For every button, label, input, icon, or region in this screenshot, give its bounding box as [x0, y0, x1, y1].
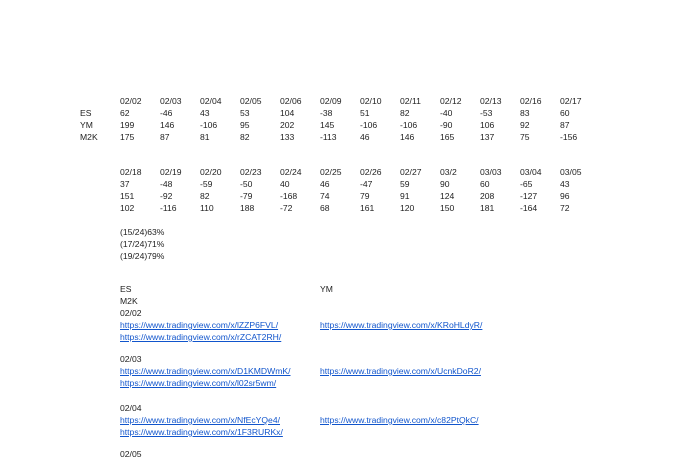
table-cell: 181: [480, 203, 495, 213]
link-date: 02/02: [120, 308, 142, 318]
table-cell: 151: [120, 191, 135, 201]
date-header: 02/17: [560, 96, 582, 106]
table-cell: -90: [440, 120, 453, 130]
date-header: 02/09: [320, 96, 342, 106]
table-cell: 110: [200, 203, 214, 213]
table-cell: 43: [200, 108, 210, 118]
table-cell: -50: [240, 179, 253, 189]
table-cell: 59: [400, 179, 410, 189]
table-cell: -65: [520, 179, 533, 189]
table-cell: 175: [120, 132, 135, 142]
table-cell: 75: [520, 132, 530, 142]
section-label-es: ES: [120, 284, 132, 294]
table-cell: 199: [120, 120, 135, 130]
date-header: 02/03: [160, 96, 182, 106]
date-header: 02/16: [520, 96, 542, 106]
date-header: 02/25: [320, 167, 342, 177]
table-cell: 165: [440, 132, 455, 142]
date-header: 02/19: [160, 167, 182, 177]
table-cell: 92: [520, 120, 530, 130]
table-cell: 68: [320, 203, 330, 213]
row-label: ES: [80, 108, 92, 118]
table-cell: -106: [200, 120, 218, 130]
table-cell: 133: [280, 132, 295, 142]
table-cell: -59: [200, 179, 213, 189]
table-cell: 145: [320, 120, 335, 130]
date-header: 02/05: [240, 96, 262, 106]
table-cell: 146: [400, 132, 415, 142]
table-cell: 137: [480, 132, 495, 142]
table-cell: 202: [280, 120, 295, 130]
table-cell: 43: [560, 179, 570, 189]
date-header: 02/27: [400, 167, 422, 177]
row-label: YM: [80, 120, 93, 130]
table-cell: 82: [240, 132, 250, 142]
table-cell: 87: [560, 120, 570, 130]
table-cell: -53: [480, 108, 493, 118]
tradingview-link[interactable]: https://www.tradingview.com/x/rZCAT2RH/: [120, 332, 282, 342]
table-cell: 90: [440, 179, 450, 189]
table-cell: -106: [360, 120, 378, 130]
tradingview-link[interactable]: https://www.tradingview.com/x/UcnkDoR2/: [320, 366, 481, 376]
table-cell: -47: [360, 179, 373, 189]
date-header: 02/10: [360, 96, 382, 106]
table-cell: 150: [440, 203, 455, 213]
table-cell: 81: [200, 132, 210, 142]
stat-line: (19/24)79%: [120, 251, 165, 261]
table-cell: -127: [520, 191, 538, 201]
table-cell: 87: [160, 132, 170, 142]
table-cell: -92: [160, 191, 173, 201]
date-header: 02/12: [440, 96, 462, 106]
tradingview-link[interactable]: https://www.tradingview.com/x/lZZP6FVL/: [120, 320, 279, 330]
table-cell: 53: [240, 108, 250, 118]
table-cell: 104: [280, 108, 295, 118]
stat-line: (15/24)63%: [120, 227, 165, 237]
date-header: 02/24: [280, 167, 302, 177]
date-header: 02/06: [280, 96, 302, 106]
tradingview-link[interactable]: https://www.tradingview.com/x/1F3RURKx/: [120, 427, 283, 437]
table-cell: 82: [400, 108, 410, 118]
tradingview-link[interactable]: https://www.tradingview.com/x/D1KMDWmK/: [120, 366, 291, 376]
table-cell: 79: [360, 191, 370, 201]
table-cell: 46: [360, 132, 370, 142]
table-cell: -156: [560, 132, 578, 142]
date-header: 02/13: [480, 96, 502, 106]
table-cell: 51: [360, 108, 370, 118]
date-header: 02/20: [200, 167, 222, 177]
date-header: 03/04: [520, 167, 542, 177]
table-cell: 37: [120, 179, 130, 189]
table-cell: -106: [400, 120, 418, 130]
table-cell: -164: [520, 203, 538, 213]
row-label: M2K: [80, 132, 98, 142]
table-cell: 40: [280, 179, 290, 189]
date-header: 03/2: [440, 167, 457, 177]
table-cell: -46: [160, 108, 173, 118]
table-cell: 46: [320, 179, 330, 189]
table-cell: 60: [560, 108, 570, 118]
table-cell: 95: [240, 120, 250, 130]
tradingview-link[interactable]: https://www.tradingview.com/x/KRoHLdyR/: [320, 320, 483, 330]
tradingview-link[interactable]: https://www.tradingview.com/x/l02sr5wm/: [120, 378, 277, 388]
table-cell: -40: [440, 108, 453, 118]
table-cell: 106: [480, 120, 495, 130]
table-cell: -79: [240, 191, 253, 201]
date-header: 02/02: [120, 96, 142, 106]
table-cell: -72: [280, 203, 293, 213]
table-cell: 74: [320, 191, 330, 201]
table-cell: 82: [200, 191, 210, 201]
table-cell: -38: [320, 108, 333, 118]
table-cell: 146: [160, 120, 175, 130]
date-header: 03/03: [480, 167, 502, 177]
date-header: 02/23: [240, 167, 262, 177]
section-label-m2k: M2K: [120, 296, 138, 306]
table-cell: 62: [120, 108, 130, 118]
link-date: 02/05: [120, 449, 142, 459]
tradingview-link[interactable]: https://www.tradingview.com/x/NfEcYQe4/: [120, 415, 280, 425]
table-cell: 72: [560, 203, 570, 213]
table-cell: 161: [360, 203, 375, 213]
table-cell: -113: [320, 132, 337, 142]
table-cell: 96: [560, 191, 570, 201]
section-label-ym: YM: [320, 284, 333, 294]
table-cell: 83: [520, 108, 530, 118]
date-header: 02/18: [120, 167, 142, 177]
table-cell: 208: [480, 191, 495, 201]
table-cell: 188: [240, 203, 255, 213]
table-cell: 102: [120, 203, 135, 213]
table-cell: 60: [480, 179, 490, 189]
date-header: 02/11: [400, 96, 421, 106]
date-header: 02/04: [200, 96, 222, 106]
link-date: 02/03: [120, 354, 142, 364]
table-cell: 120: [400, 203, 415, 213]
table-cell: -48: [160, 179, 173, 189]
table-cell: -168: [280, 191, 298, 201]
stat-line: (17/24)71%: [120, 239, 165, 249]
tradingview-link[interactable]: https://www.tradingview.com/x/c82PtQkC/: [320, 415, 479, 425]
date-header: 02/26: [360, 167, 382, 177]
link-date: 02/04: [120, 403, 142, 413]
table-cell: 91: [400, 191, 410, 201]
table-cell: 124: [440, 191, 455, 201]
table-cell: -116: [160, 203, 177, 213]
date-header: 03/05: [560, 167, 582, 177]
